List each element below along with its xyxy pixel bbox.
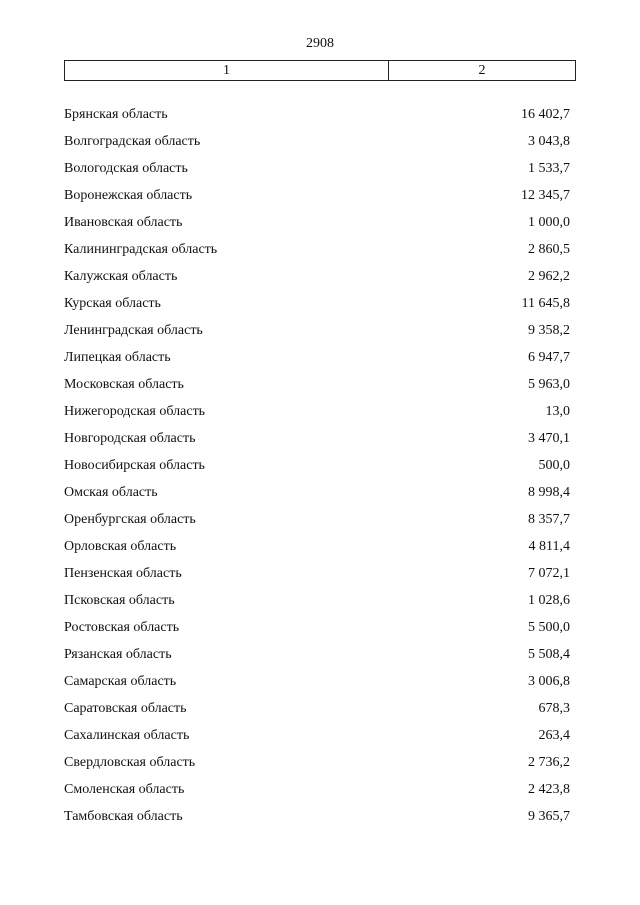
region-name: Пензенская область xyxy=(64,566,182,581)
region-name: Вологодская область xyxy=(64,161,188,176)
region-value: 3 006,8 xyxy=(528,674,570,689)
table-row xyxy=(64,348,570,375)
region-name: Ивановская область xyxy=(64,215,183,230)
column-header-1: 1 xyxy=(65,61,389,80)
region-name: Калининградская область xyxy=(64,242,218,257)
region-value: 4 811,4 xyxy=(528,539,570,554)
table-row xyxy=(64,105,570,132)
table-row xyxy=(64,240,570,267)
column-header-row xyxy=(64,60,576,81)
region-name: Калужская область xyxy=(64,269,178,284)
column-header-2: 2 xyxy=(478,63,486,78)
region-value: 5 963,0 xyxy=(528,377,570,392)
region-name: Псковская область xyxy=(64,593,175,608)
region-name: Волгоградская область xyxy=(64,134,201,149)
region-name: Курская область xyxy=(64,296,161,311)
region-value: 263,4 xyxy=(538,728,570,743)
region-value: 5 500,0 xyxy=(528,620,570,635)
table-row xyxy=(64,267,570,294)
region-value: 8 998,4 xyxy=(528,485,570,500)
table-row xyxy=(64,672,570,699)
region-value: 1 028,6 xyxy=(528,593,570,608)
region-value: 5 508,4 xyxy=(528,647,570,662)
table-row xyxy=(64,294,570,321)
region-name: Орловская область xyxy=(64,539,177,554)
region-name: Самарская область xyxy=(64,674,177,689)
table-row xyxy=(64,699,570,726)
region-name: Ленинградская область xyxy=(64,323,203,338)
table-row xyxy=(64,429,570,456)
table-row xyxy=(64,645,570,672)
region-value: 678,3 xyxy=(538,701,570,716)
region-name: Рязанская область xyxy=(64,647,172,662)
region-value: 2 860,5 xyxy=(528,242,570,257)
region-name: Сахалинская область xyxy=(64,728,190,743)
region-value: 12 345,7 xyxy=(521,188,570,203)
region-name: Свердловская область xyxy=(64,755,196,770)
region-name: Саратовская область xyxy=(64,701,187,716)
table-row xyxy=(64,483,570,510)
region-value: 11 645,8 xyxy=(521,296,570,311)
region-name: Тамбовская область xyxy=(64,809,183,824)
table-row xyxy=(64,213,570,240)
region-value: 9 365,7 xyxy=(528,809,570,824)
region-value: 3 043,8 xyxy=(528,134,570,149)
region-name: Нижегородская область xyxy=(64,404,206,419)
region-name: Новгородская область xyxy=(64,431,196,446)
region-value: 1 533,7 xyxy=(528,161,570,176)
table-row xyxy=(64,456,570,483)
region-value: 16 402,7 xyxy=(521,107,570,122)
region-value: 8 357,7 xyxy=(528,512,570,527)
region-name: Липецкая область xyxy=(64,350,171,365)
region-value: 13,0 xyxy=(545,404,570,419)
region-value: 2 736,2 xyxy=(528,755,570,770)
region-name: Воронежская область xyxy=(64,188,193,203)
table-row xyxy=(64,780,570,807)
table-row xyxy=(64,564,570,591)
table-body xyxy=(64,105,570,834)
region-value: 7 072,1 xyxy=(528,566,570,581)
table-row xyxy=(64,321,570,348)
table-row xyxy=(64,537,570,564)
table-row xyxy=(64,753,570,780)
page-number: 2908 xyxy=(306,36,334,51)
region-name: Оренбургская область xyxy=(64,512,196,527)
table-row xyxy=(64,375,570,402)
region-value: 6 947,7 xyxy=(528,350,570,365)
table-row xyxy=(64,591,570,618)
table-row xyxy=(64,402,570,429)
table-row xyxy=(64,186,570,213)
region-name: Ростовская область xyxy=(64,620,180,635)
region-value: 1 000,0 xyxy=(528,215,570,230)
table-row xyxy=(64,618,570,645)
region-name: Смоленская область xyxy=(64,782,185,797)
region-value: 2 962,2 xyxy=(528,269,570,284)
region-value: 2 423,8 xyxy=(528,782,570,797)
table-row xyxy=(64,807,570,834)
region-value: 9 358,2 xyxy=(528,323,570,338)
table-row xyxy=(64,510,570,537)
table-row xyxy=(64,132,570,159)
region-name: Новосибирская область xyxy=(64,458,205,473)
region-name: Омская область xyxy=(64,485,158,500)
region-name: Московская область xyxy=(64,377,184,392)
region-value: 3 470,1 xyxy=(528,431,570,446)
table-row xyxy=(64,159,570,186)
table-row xyxy=(64,726,570,753)
region-value: 500,0 xyxy=(538,458,570,473)
region-name: Брянская область xyxy=(64,107,168,122)
